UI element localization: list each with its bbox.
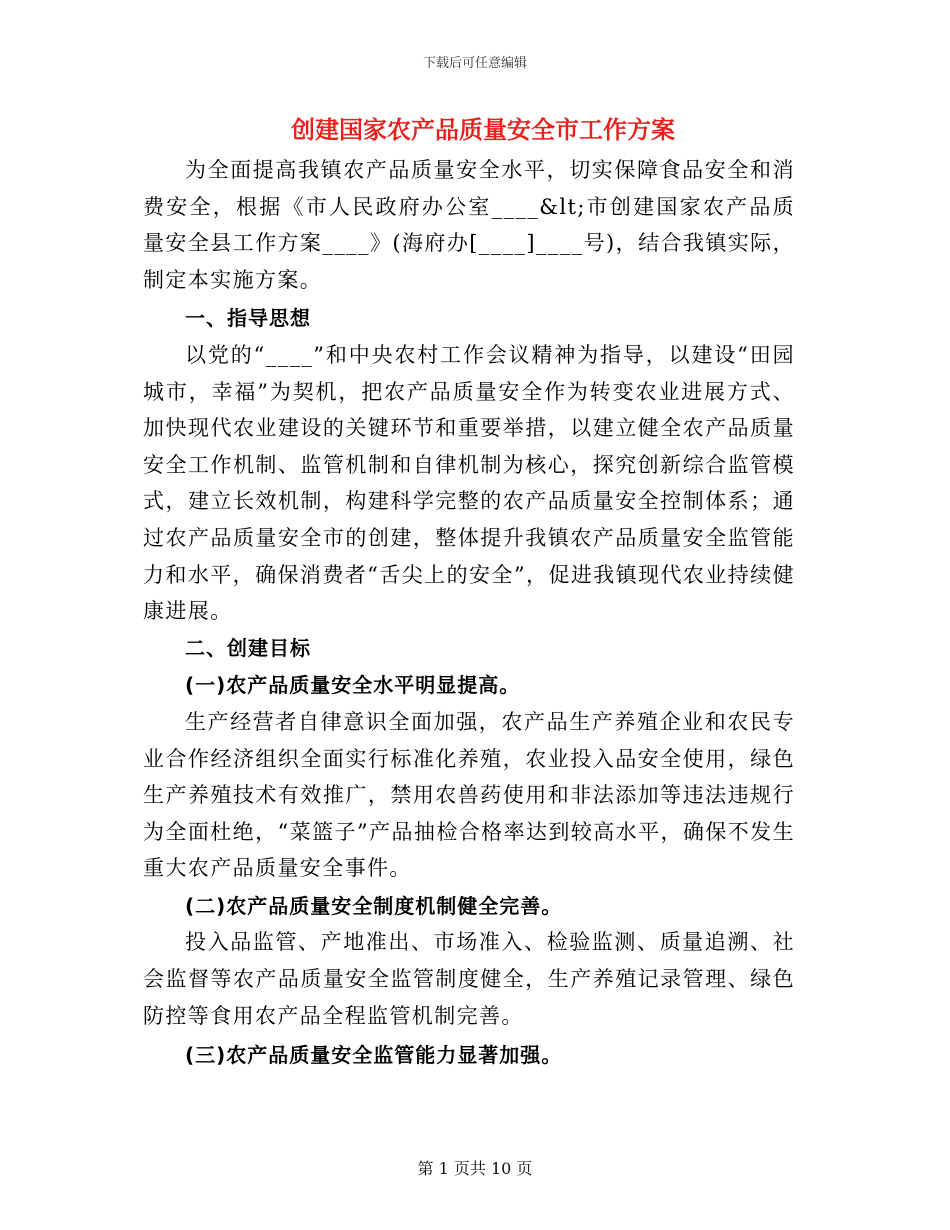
intro-paragraph: 为全面提高我镇农产品质量安全水平，切实保障食品安全和消费安全，根据《市人民政府办公室____&lt;市创建国家农产品质量安全县工作方案____》(海府办[____]____号)，结合我镇实际，制定本实施方案。 [143, 158, 795, 292]
page-number: 第 1 页共 10 页 [417, 1159, 533, 1178]
document-title: 创建国家农产品质量安全市工作方案 [291, 116, 675, 144]
subheading-quality-level: (一)农产品质量安全水平明显提高。 [185, 673, 521, 698]
quality-level-paragraph: 生产经营者自律意识全面加强，农产品生产养殖企业和农民专业合作经济组织全面实行标准化养殖，农业投入品安全使用，绿色生产养殖技术有效推广，禁用农兽药使用和非法添加等违法违规行为全面杜绝，“菜篮子”产品抽检合格率达到较高水平，确保不发生重大农产品质量安全事件。 [143, 709, 795, 881]
guiding-thought-paragraph: 以党的“____”和中央农村工作会议精神为指导，以建设“田园城市，幸福”为契机，把农产品质量安全作为转变农业进展方式、加快现代农业建设的关键环节和重要举措，以建立健全农产品质量安全工作机制、监管机制和自律机制为核心，探究创新综合监管模式，建立长效机制，构建科学完整的农产品质量安全控制体系；通过农产品质量安全市的创建，整体提升我镇农产品质量安全监管能力和水平，确保消费者“舌尖上的安全”，促进我镇现代农业持续健康进展。 [143, 342, 795, 624]
subheading-system-mechanism: (二)农产品质量安全制度机制健全完善。 [185, 893, 563, 918]
system-mechanism-paragraph: 投入品监管、产地准出、市场准入、检验监测、质量追溯、社会监督等农产品质量安全监管制度健全，生产养殖记录管理、绿色防控等食用农产品全程监管机制完善。 [143, 930, 795, 1028]
section-heading-goals: 二、创建目标 [185, 635, 311, 660]
page-header: 下载后可任意编辑 [422, 56, 527, 71]
subheading-supervision-capacity: (三)农产品质量安全监管能力显著加强。 [185, 1043, 563, 1068]
document-body [143, 108, 795, 1074]
section-heading-guiding-thought: 一、指导思想 [185, 306, 311, 331]
